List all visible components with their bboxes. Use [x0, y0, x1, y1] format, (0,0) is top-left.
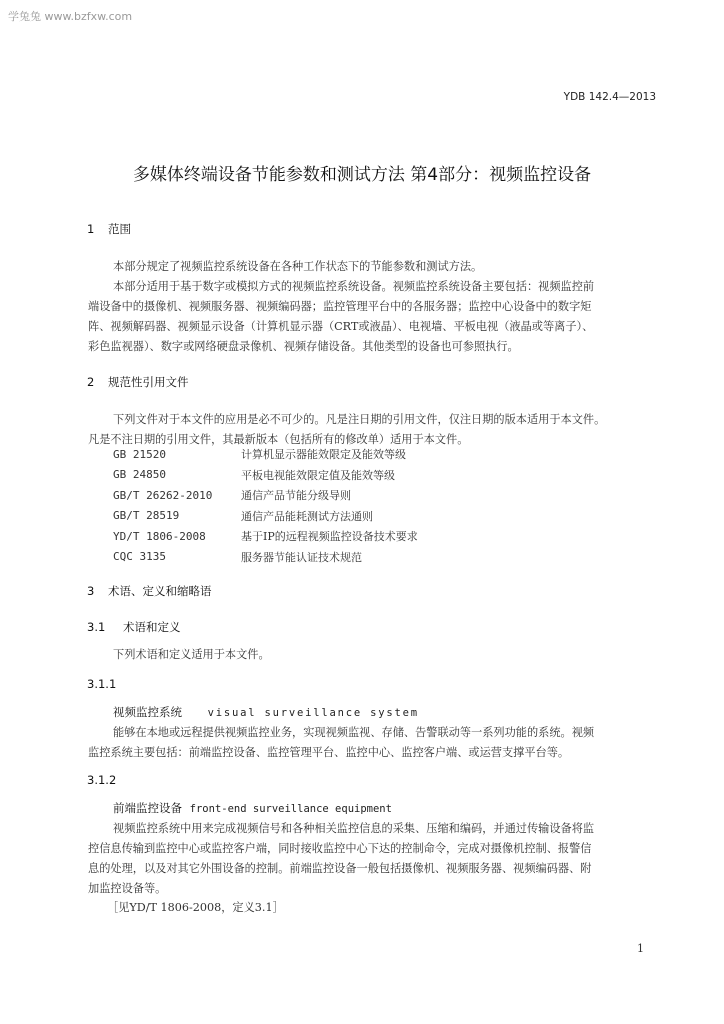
- reference-code: GB 21520: [113, 447, 166, 461]
- paragraph-line: 监控系统主要包括：前端监控设备、监控管理平台、监控中心、监控客户端、或运营支撑平台等。: [88, 746, 570, 759]
- subsection-title: 术语和定义: [122, 620, 181, 634]
- reference-row: [113, 547, 418, 568]
- section-3-heading: [87, 583, 211, 599]
- reference-row: [113, 506, 418, 527]
- term-english: front-end surveillance equipment: [189, 803, 392, 815]
- reference-code: GB 24850: [113, 468, 166, 482]
- term-chinese: 视频监控系统: [113, 705, 182, 719]
- reference-code: GB/T 28519: [113, 509, 180, 523]
- reference-row: [113, 485, 418, 506]
- reference-code: GB/T 26262-2010: [113, 488, 213, 502]
- document-id: YDB 142.4—2013: [563, 91, 656, 103]
- section-title: 范围: [107, 222, 131, 236]
- reference-title: 服务器节能认证技术规范: [241, 550, 362, 564]
- paragraph-line: 下列文件对于本文件的应用是必不可少的。凡是注日期的引用文件，仅注日期的版本适用于本文件。: [113, 413, 606, 426]
- term-chinese: 前端监控设备: [113, 801, 182, 815]
- reference-title: 计算机显示器能效限定及能效等级: [241, 448, 406, 462]
- paragraph-line: 能够在本地或远程提供视频监控业务，实现视频监视、存储、告警联动等一系列功能的系统。视频: [113, 726, 595, 739]
- subsection-3-1-heading: [87, 619, 180, 635]
- term-number: 3.1.1: [87, 677, 117, 691]
- reference-row: [113, 526, 418, 547]
- reference-title: 通信产品能耗测试方法通则: [241, 509, 373, 523]
- paragraph-line: 本部分适用于基于数字或模拟方式的视频监控系统设备。视频监控系统设备主要包括：视频监控前: [113, 280, 595, 293]
- paragraph-line: 凡是不注日期的引用文件，其最新版本（包括所有的修改单）适用于本文件。: [88, 433, 469, 446]
- section-number: 3: [87, 584, 95, 598]
- reference-title: 平板电视能效限定值及能效等级: [241, 468, 395, 482]
- paragraph-line: 息的处理，以及对其它外围设备的控制。前端监控设备一般包括摄像机、视频服务器、视频编码器、附: [88, 862, 592, 875]
- term-heading: [113, 704, 419, 720]
- reference-title: 通信产品节能分级导则: [241, 489, 351, 503]
- section-title: 规范性引用文件: [107, 375, 189, 389]
- section-number: 1: [87, 222, 95, 236]
- term-english: visual surveillance system: [207, 707, 419, 719]
- paragraph-line: 视频监控系统中用来完成视频信号和各种相关监控信息的采集、压缩和编码，并通过传输设备将监: [113, 822, 595, 835]
- reference-row: [113, 444, 418, 465]
- page-number: 1: [637, 942, 644, 955]
- paragraph-line: 端设备中的摄像机、视频服务器、视频编码器；监控管理平台中的各服务器；监控中心设备中的数字矩: [88, 300, 592, 313]
- term-source-reference: ［见YD/T 1806-2008，定义3.1］: [107, 901, 284, 914]
- term-number: 3.1.2: [87, 773, 117, 787]
- reference-code: YD/T 1806-2008: [113, 529, 206, 543]
- section-title: 术语、定义和缩略语: [107, 584, 212, 598]
- normative-references-list: [113, 444, 418, 567]
- section-2-heading: [87, 374, 188, 390]
- paragraph-line: 阵、视频解码器、视频显示设备（计算机显示器（CRT或液晶）、电视墙、平板电视（液晶或等离子）、: [88, 320, 594, 333]
- paragraph-line: 彩色监视器）、数字或网络硬盘录像机、视频存储设备。其他类型的设备也可参照执行。: [88, 340, 519, 353]
- reference-row: [113, 465, 418, 486]
- paragraph-line: 控信息传输到监控中心或监控客户端，同时接收监控中心下达的控制命令，完成对摄像机控制、报警信: [88, 842, 592, 855]
- subsection-number: 3.1: [87, 620, 106, 634]
- paragraph-line: 加监控设备等。: [88, 882, 167, 895]
- watermark: 学兔兔 www.bzfxw.com: [8, 10, 133, 23]
- section-1-heading: [87, 221, 131, 237]
- section-number: 2: [87, 375, 95, 389]
- reference-code: CQC 3135: [113, 550, 166, 564]
- term-heading: [113, 800, 392, 816]
- paragraph-line: 本部分规定了视频监控系统设备在各种工作状态下的节能参数和测试方法。: [113, 260, 483, 273]
- reference-title: 基于IP的远程视频监控设备技术要求: [241, 530, 418, 544]
- page-title: 多媒体终端设备节能参数和测试方法 第4部分：视频监控设备: [132, 165, 592, 185]
- paragraph-line: 下列术语和定义适用于本文件。: [113, 648, 270, 661]
